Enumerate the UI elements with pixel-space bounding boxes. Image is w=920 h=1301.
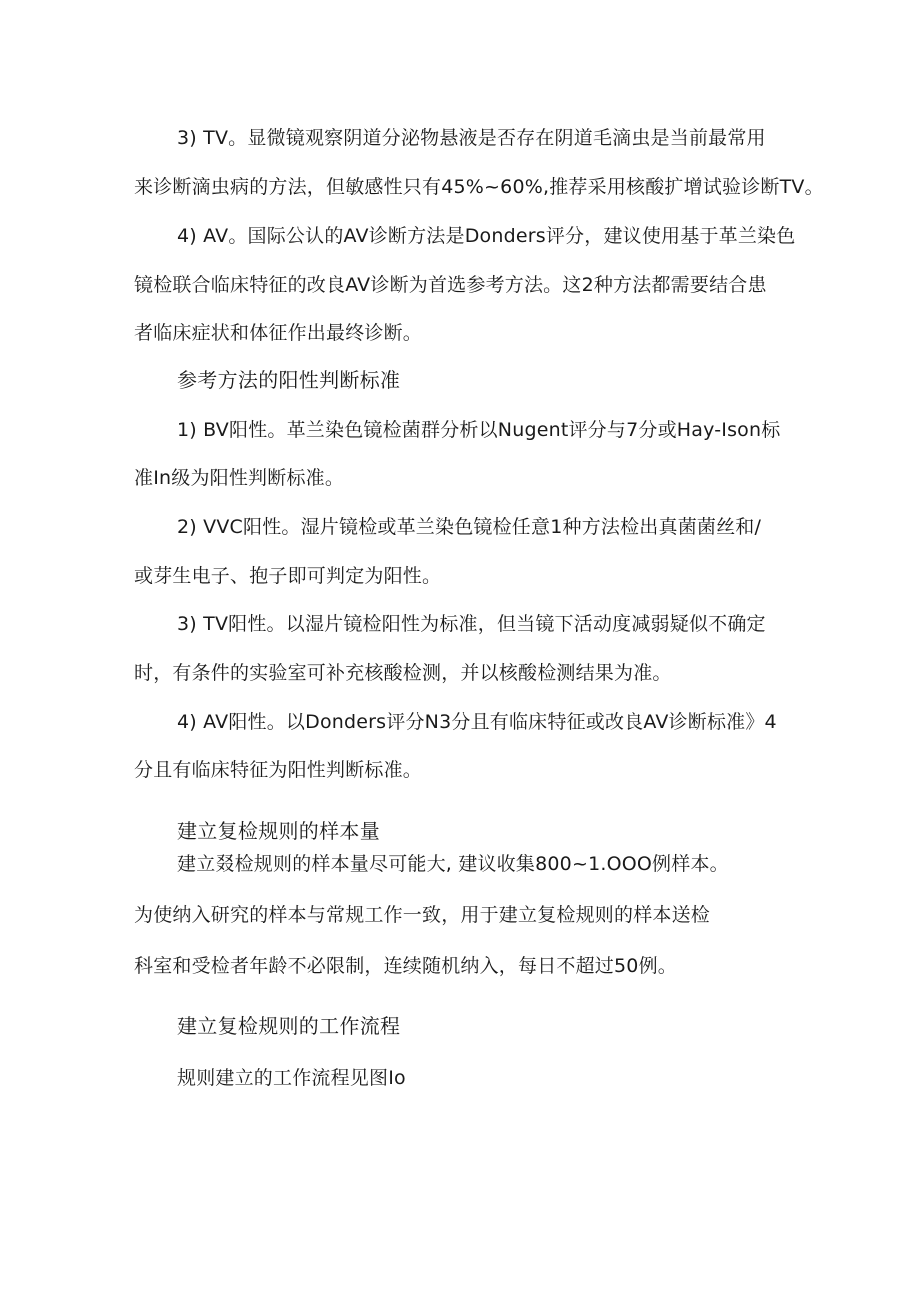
av-method-line-3: 者临床症状和体征作出最终诊断。: [134, 322, 423, 344]
tv-method-line-1: 3) TV。显微镜观察阴道分泌物悬液是否存在阴道毛滴虫是当前最常用: [177, 127, 766, 149]
vvc-positive-line-1: 2) VVC阳性。湿片镜检或革兰染色镜检任意1种方法检出真菌菌丝和/: [177, 516, 762, 538]
sample-size-heading: 建立复检规则的样本量: [177, 819, 380, 843]
tv-method-line-2: 来诊断滴虫病的方法，但敏感性只有45%~60%,推荐采用核酸扩增试验诊断TV。: [134, 176, 824, 198]
vvc-positive-line-2: 或芽生电子、抱子即可判定为阳性。: [134, 565, 442, 587]
workflow-line-1: 规则建立的工作流程见图Io: [177, 1067, 406, 1089]
av-positive-line-2: 分且有临床特征为阳性判断标准。: [134, 759, 423, 781]
sample-size-line-3: 科室和受检者年龄不必限制，连续随机纳入，每日不超过50例。: [134, 955, 677, 977]
tv-positive-line-2: 时，有条件的实验室可补充核酸检测，并以核酸检测结果为准。: [134, 662, 672, 684]
tv-positive-line-1: 3) TV阳性。以湿片镜检阳性为标准，但当镜下活动度减弱疑似不确定: [177, 613, 766, 635]
sample-size-line-1: 建立叕检规则的样本量尽可能大, 建议收集800~1.OOO例样本。: [177, 853, 729, 875]
av-method-line-1: 4) AV。国际公认的AV诊断方法是Donders评分，建议使用基于革兰染色: [177, 225, 796, 247]
positive-criteria-heading: 参考方法的阳性判断标准: [177, 368, 401, 392]
av-positive-line-1: 4) AV阳性。以Donders评分N3分且有临床特征或改良AV诊断标准》4: [177, 711, 777, 733]
av-method-line-2: 镜检联合临床特征的改良AV诊断为首选参考方法。这2种方法都需要结合患: [134, 274, 767, 296]
workflow-heading: 建立复检规则的工作流程: [177, 1014, 401, 1038]
bv-positive-line-2: 准In级为阳性判断标准。: [134, 467, 345, 489]
sample-size-line-2: 为使纳入研究的样本与常规工作一致，用于建立复检规则的样本送检: [134, 904, 711, 926]
bv-positive-line-1: 1) BV阳性。革兰染色镜检菌群分析以Nugent评分与7分或Hay-Ison标: [177, 419, 781, 441]
